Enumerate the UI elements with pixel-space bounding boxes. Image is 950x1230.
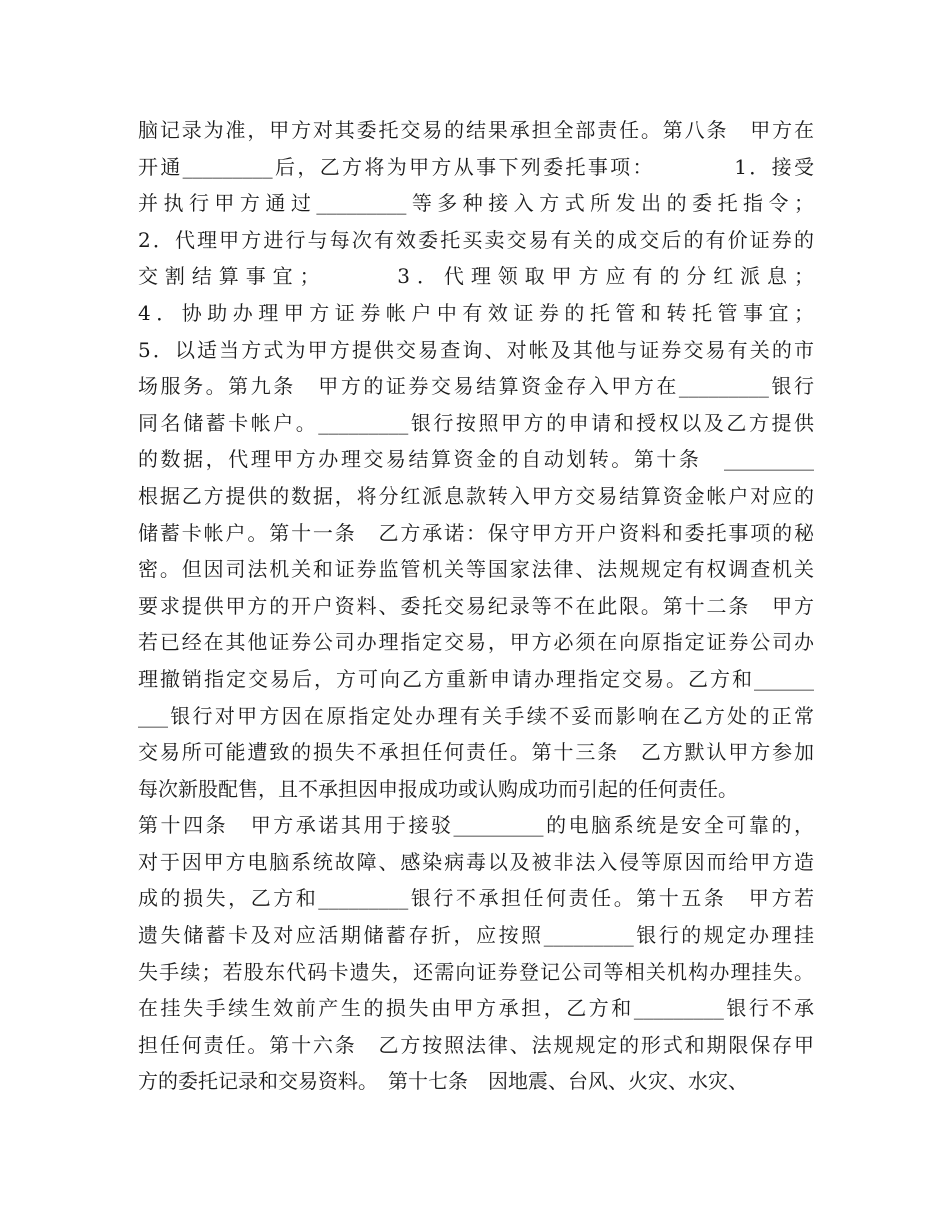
text-line: 成的损失，乙方和_________银行不承担任何责任。第十五条 甲方若 — [138, 886, 814, 911]
text-line: 若已经在其他证券公司办理指定交易，甲方必须在向原指定证券公司办 — [138, 630, 814, 655]
text-line: 开通_________后，乙方将为甲方从事下列委托事项： 1．接受 — [138, 154, 814, 179]
text-line: 理撤销指定交易后，方可向乙方重新申请办理指定交易。乙方和______ — [138, 666, 814, 691]
text-line: 储蓄卡帐户。第十一条 乙方承诺：保守甲方开户资料和委托事项的秘 — [138, 520, 814, 545]
text-line: 同名储蓄卡帐户。_________银行按照甲方的申请和授权以及乙方提供 — [138, 410, 814, 435]
text-line: 方的委托记录和交易资料。 第十七条 因地震、台风、火灾、水灾、 — [138, 1069, 748, 1094]
text-line: 对于因甲方电脑系统故障、感染病毒以及被非法入侵等原因而给甲方造 — [138, 849, 814, 874]
text-line: ___银行对甲方因在原指定处办理有关手续不妥而影响在乙方处的正常 — [138, 703, 814, 728]
text-line: 第十四条 甲方承诺其用于接驳_________的电脑系统是安全可靠的， — [138, 813, 814, 838]
text-line: 在挂失手续生效前产生的损失由甲方承担，乙方和_________银行不承 — [138, 996, 814, 1021]
text-line: 担任何责任。第十六条 乙方按照法律、法规规定的形式和期限保存甲 — [138, 1032, 814, 1057]
text-line: 2．代理甲方进行与每次有效委托买卖交易有关的成交后的有价证券的 — [138, 227, 814, 252]
text-line: 每次新股配售，且不承担因申报成功或认购成功而引起的任何责任。 — [138, 776, 738, 801]
text-line: 密。但因司法机关和证券监管机关等国家法律、法规规定有权调查机关 — [138, 557, 814, 582]
document-body — [138, 112, 814, 1100]
text-line: 失手续；若股东代码卡遗失，还需向证券登记公司等相关机构办理挂失。 — [138, 959, 814, 984]
text-line: 根据乙方提供的数据，将分红派息款转入甲方交易结算资金帐户对应的 — [138, 483, 814, 508]
text-line: 脑记录为准，甲方对其委托交易的结果承担全部责任。第八条 甲方在 — [138, 118, 814, 142]
text-line: 5．以适当方式为甲方提供交易查询、对帐及其他与证券交易有关的市 — [138, 337, 814, 362]
text-line: 交易所可能遭致的损失不承担任何责任。第十三条 乙方默认甲方参加 — [138, 740, 814, 765]
text-line: 4．协助办理甲方证券帐户中有效证券的托管和转托管事宜； — [138, 300, 814, 325]
text-line: 交割结算事宜； 3．代理领取甲方应有的分红派息； — [138, 264, 814, 289]
text-line: 遗失储蓄卡及对应活期储蓄存折，应按照_________银行的规定办理挂 — [138, 923, 814, 948]
text-line: 的数据，代理甲方办理交易结算资金的自动划转。第十条 _________ — [138, 447, 814, 472]
text-line: 场服务。第九条 甲方的证券交易结算资金存入甲方在_________银行 — [138, 374, 814, 399]
text-line: 并执行甲方通过_________等多种接入方式所发出的委托指令； — [138, 191, 814, 216]
text-line: 要求提供甲方的开户资料、委托交易纪录等不在此限。第十二条 甲方 — [138, 593, 814, 618]
